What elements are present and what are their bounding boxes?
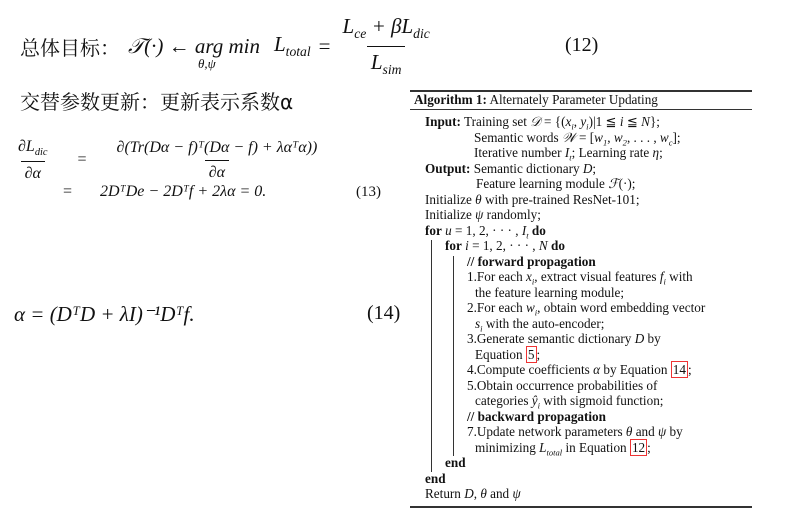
- algorithm-line: [425, 161, 596, 177]
- algorithm-text: 1: [602, 137, 608, 148]
- objective-label: 总体目标：: [20, 35, 120, 60]
- algorithm-line: [445, 455, 466, 471]
- algorithm-text: I: [521, 222, 527, 238]
- eq13-lhs: $\frac{\partial L_{dic}}{\partial\alpha}$: [18, 138, 48, 183]
- algorithm-line: [475, 440, 651, 458]
- algorithm-text: 2.For each: [467, 300, 526, 315]
- algorithm-text: ; Learning rate: [571, 145, 653, 160]
- algorithm-line: [425, 207, 541, 223]
- algorithm-text: Semantic words: [474, 129, 562, 145]
- equation-tag-14: (14): [367, 302, 401, 324]
- algorithm-text: 5.Obtain occurrence probabilities of: [467, 377, 658, 393]
- algorithm-text: i: [480, 323, 483, 334]
- algorithm-text: do: [550, 238, 565, 253]
- algorithm-text: N: [538, 238, 548, 253]
- algorithm-text: )|1 ≦: [588, 114, 620, 129]
- equation-13: $\frac{\partial L_{dic}}{\partial\alpha}$ = $\frac{\text{∂(Tr(Dα − f)ᵀ(Dα − f) + λαᵀα))}}{\partial\alpha}$: [14, 138, 321, 183]
- algorithm-text: i: [534, 307, 538, 318]
- algorithm-text: Initialize: [425, 191, 476, 207]
- algorithm-text: Training set: [460, 114, 531, 129]
- algorithm-text: ,: [607, 129, 614, 145]
- loss-total: L: [273, 31, 286, 56]
- algorithm-text: s: [475, 315, 481, 331]
- algorithm-text: (·);: [618, 176, 636, 191]
- algorithm-line: [467, 362, 692, 378]
- loss-total-sub: total: [285, 44, 311, 60]
- algorithm-text: w: [594, 129, 603, 145]
- algorithm-text: and: [486, 486, 513, 501]
- algorithm-text: i: [537, 400, 540, 411]
- algorithm-line: [467, 378, 657, 394]
- eq13-rhs: $\frac{\text{∂(Tr(Dα − f)ᵀ(Dα − f) + λαᵀα))}}{\partial\alpha}$: [116, 139, 318, 182]
- algorithm-text: u: [445, 222, 452, 238]
- algorithm-text: 1.For each: [467, 269, 526, 284]
- algorithm-text: = 1, 2, · · · ,: [451, 222, 522, 238]
- algorithm-text: w: [525, 300, 535, 315]
- algorithm-text: I: [564, 145, 570, 160]
- algorithm-text: α: [593, 362, 601, 377]
- algorithm-text: end: [445, 455, 466, 470]
- alternating-update-label: 交替参数更新：更新表示系数α: [20, 90, 294, 114]
- algorithm-text: Output:: [425, 160, 471, 176]
- inner-loop-bar: [453, 256, 454, 456]
- algorithm-text: , obtain word embedding vector: [537, 300, 706, 315]
- eq13-second-equals: =: [63, 183, 73, 200]
- algorithm-text: t: [569, 152, 572, 163]
- algorithm-text: Equation: [475, 346, 526, 362]
- algorithm-line: [467, 409, 606, 425]
- algorithm-text: Semantic dictionary: [470, 160, 583, 176]
- algorithm-text: by Equation: [600, 362, 671, 377]
- algorithm-text: for: [425, 222, 442, 238]
- algorithm-text: x: [565, 114, 572, 129]
- algorithm-text: θ: [625, 424, 633, 439]
- algorithm-text: ;: [659, 145, 663, 160]
- algorithm-text: ℱ: [608, 176, 619, 191]
- algorithm-text: w: [659, 129, 669, 145]
- eq13-second-line: 2DᵀDe − 2Dᵀf + 2λα = 0.: [100, 183, 267, 200]
- algorithm-text: η: [652, 145, 660, 160]
- algorithm-line: [445, 238, 565, 254]
- algorithm-text: ;: [592, 160, 597, 176]
- algorithm-text: N: [641, 114, 650, 129]
- algorithm-text: // backward propagation: [467, 408, 606, 424]
- algorithm-text: D: [464, 486, 474, 501]
- algorithm-text: by: [644, 331, 661, 346]
- algorithm-text: i: [619, 114, 624, 129]
- equation-reference-link[interactable]: 12: [631, 439, 646, 455]
- algorithm-text: L: [539, 439, 547, 455]
- algorithm-text: Return: [425, 486, 465, 501]
- algorithm-line: [425, 486, 521, 502]
- algorithm-text: ;: [647, 439, 651, 455]
- equation-14: α = (DᵀD + λI)⁻¹Dᵀf.: [14, 302, 195, 326]
- algorithm-line: [425, 192, 640, 208]
- algorithm-text: and: [632, 424, 659, 439]
- algorithm-text: D: [634, 331, 645, 346]
- algorithm-text: 𝒲: [561, 129, 576, 145]
- algorithm-text: = 1, 2, · · · ,: [468, 238, 539, 253]
- equals: =: [318, 33, 331, 58]
- outer-loop-bar: [431, 240, 432, 472]
- algorithm-text: with: [665, 269, 693, 284]
- algorithm-text: 4.Compute coefficients: [467, 362, 594, 377]
- algorithm-text: y: [580, 114, 587, 129]
- algorithm-text: Initialize: [425, 207, 476, 222]
- algorithm-text: ≦: [623, 114, 642, 129]
- algorithm-text: i: [531, 276, 535, 287]
- algorithm-text: , extract visual features: [534, 269, 660, 284]
- objective-fraction: $\frac{L_{ce} + \beta L_{dic}}{L_{sim}}$: [342, 14, 430, 77]
- algorithm-text: 7.Update network parameters: [467, 424, 626, 439]
- algorithm-text: i: [465, 238, 469, 253]
- algorithm-text: t: [526, 230, 529, 241]
- algorithm-line: [467, 424, 683, 440]
- argmin-subscript: θ,ψ: [198, 56, 216, 71]
- algorithm-text: w: [613, 129, 623, 145]
- algorithm-text: end: [425, 470, 446, 486]
- algorithm-text: in Equation: [562, 439, 630, 455]
- algorithm-text: Iterative number: [474, 145, 565, 160]
- algorithm-text: minimizing: [475, 439, 540, 455]
- algorithm-text: with pre-trained ResNet-101;: [481, 191, 640, 207]
- algorithm-text: = {(: [540, 114, 566, 129]
- algorithm-text: c: [668, 137, 673, 148]
- algorithm-text: total: [546, 447, 563, 458]
- algorithm-line: [467, 254, 596, 270]
- algorithm-text: f: [659, 269, 664, 284]
- algorithm-text: ψ: [658, 424, 667, 439]
- algorithm-text: i: [571, 121, 574, 132]
- algorithm-text: for: [445, 238, 462, 253]
- algorithm-text: i: [663, 276, 666, 287]
- algorithm-text: θ: [475, 191, 482, 207]
- algorithm-text: };: [649, 114, 660, 129]
- algorithm-text: 2: [622, 137, 627, 148]
- algorithm-text: randomly;: [483, 207, 541, 222]
- algorithm-text: 3.Generate semantic dictionary: [467, 331, 635, 346]
- algorithm-text: ;: [536, 346, 541, 362]
- algorithm-text: θ: [480, 486, 487, 501]
- equation-tag-13: (13): [356, 184, 381, 200]
- algorithm-text: , . . . ,: [626, 129, 660, 145]
- algorithm-text: categories: [475, 393, 532, 408]
- algorithm-text: 𝒟: [530, 114, 541, 129]
- algorithm-text: Feature learning module: [476, 176, 609, 191]
- algorithm-text: ;: [687, 362, 692, 377]
- algorithm-title: Algorithm 1: Alternately Parameter Updating: [414, 92, 658, 107]
- algorithm-text: ψ: [475, 207, 484, 222]
- algorithm-text: i: [586, 121, 589, 132]
- algorithm-text: ,: [573, 114, 581, 129]
- algorithm-line: [425, 471, 446, 487]
- algorithm-text: ψ: [512, 486, 521, 501]
- algorithm-text: ,: [473, 486, 481, 501]
- algorithm-line: [475, 285, 624, 301]
- algorithm-text: = [: [575, 129, 595, 145]
- algorithm-text: with sigmoid function;: [540, 393, 664, 408]
- algorithm-text: // forward propagation: [467, 253, 596, 269]
- objective-lhs: 𝒯(·) ← arg min: [128, 33, 260, 58]
- algorithm-line: [467, 331, 661, 347]
- equation-tag-12: (12): [565, 34, 599, 56]
- algorithm-title-rule: [410, 109, 752, 110]
- algorithm-text: the feature learning module;: [475, 284, 625, 300]
- algorithm-bottom-rule: [410, 506, 752, 508]
- algorithm-text: D: [582, 160, 593, 176]
- objective-equation: [20, 14, 434, 77]
- algorithm-text: do: [531, 222, 546, 238]
- algorithm-text: Input:: [425, 114, 461, 129]
- algorithm-text: x: [525, 269, 532, 284]
- equation-reference-link[interactable]: 5: [527, 346, 535, 362]
- algorithm-text: by: [666, 424, 683, 439]
- algorithm-line: [476, 176, 635, 192]
- equation-reference-link[interactable]: 14: [672, 362, 686, 377]
- algorithm-line: [475, 347, 540, 363]
- algorithm-text: with the auto-encoder;: [482, 315, 605, 331]
- algorithm-text: ];: [672, 129, 681, 145]
- algorithm-text: ŷ: [531, 393, 538, 408]
